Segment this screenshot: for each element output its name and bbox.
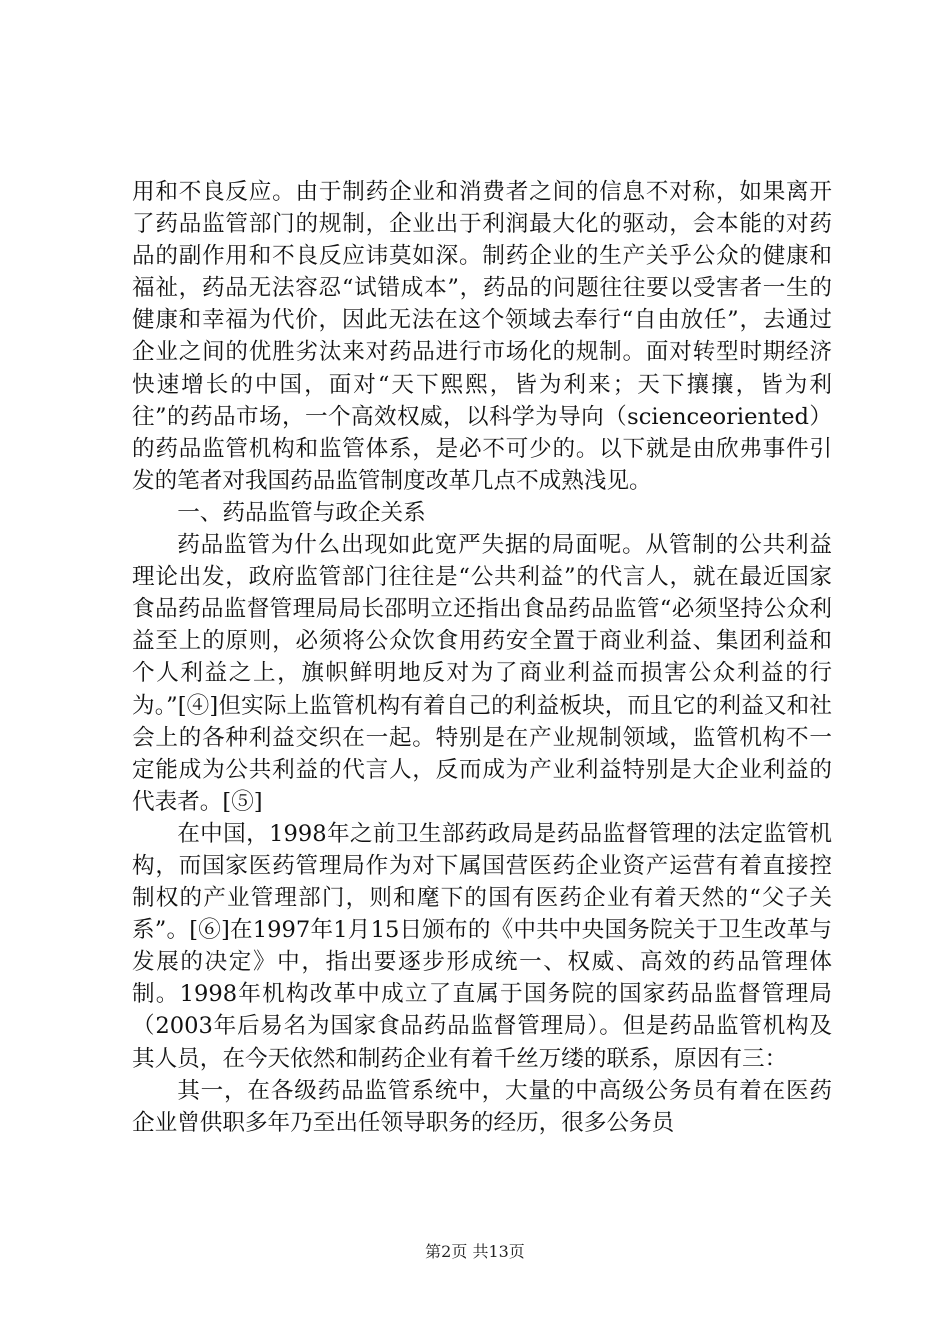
paragraph-1: 用和不良反应。由于制药企业和消费者之间的信息不对称，如果离开了药品监管部门的规制，企业出于利润最大化的驱动，会本能的对药品的副作用和不良反应讳莫如深。制药企业的生产关乎公众的健康和福祉，药品无法容忍“试错成本”，药品的问题往往要以受害者一生的健康和幸福为代价，因此无法在这个领域去奉行“自由放任”，去通过企业之间的优胜劣汰来对药品进行市场化的规制。面对转型时期经济快速增长的中国，面对“天下熙熙，皆为利来；天下攘攘，皆为利往”的药品市场，一个高效权威，以科学为导向（scienceoriented）的药品监管机构和监管体系，是必不可少的。以下就是由欣弗事件引发的笔者对我国药品监管制度改革几点不成熟浅见。 xyxy=(132,179,832,494)
section-heading: 一、药品监管与政企关系 xyxy=(177,499,426,526)
paragraph-4: 其一，在各级药品监管系统中，大量的中高级公务员有着在医药企业曾供职多年乃至出任领导职务的经历，很多公务员 xyxy=(132,1077,832,1136)
document-body xyxy=(132,176,832,1139)
page-footer: 第2页 共13页 xyxy=(425,1242,525,1261)
paragraph-2: 药品监管为什么出现如此宽严失据的局面呢。从管制的公共利益理论出发，政府监管部门往往是“公共利益”的代言人，就在最近国家食品药品监督管理局局长邵明立还指出食品药品监管“必须坚持公众利益至上的原则，必须将公众饮食用药安全置于商业利益、集团利益和个人利益之上，旗帜鲜明地反对为了商业利益而损害公众利益的行为。”[④]但实际上监管机构有着自己的利益板块，而且它的利益又和社会上的各种利益交织在一起。特别是在产业规制领域，监管机构不一定能成为公共利益的代言人，反而成为产业利益特别是大企业利益的代表者。[⑤] xyxy=(132,532,832,815)
paragraph-3: 在中国，1998年之前卫生部药政局是药品监督管理的法定监管机构，而国家医药管理局作为对下属国营医药企业资产运营有着直接控制权的产业管理部门，则和麾下的国有医药企业有着天然的“父子关系”。[⑥]在1997年1月15日颁布的《中共中央国务院关于卫生改革与发展的决定》中，指出要逐步形成统一、权威、高效的药品管理体制。1998年机构改革中成立了直属于国务院的国家药品监督管理局（2003年后易名为国家食品药品监督管理局）。但是药品监管机构及其人员，在今天依然和制药企业有着千丝万缕的联系，原因有三： xyxy=(132,820,832,1072)
